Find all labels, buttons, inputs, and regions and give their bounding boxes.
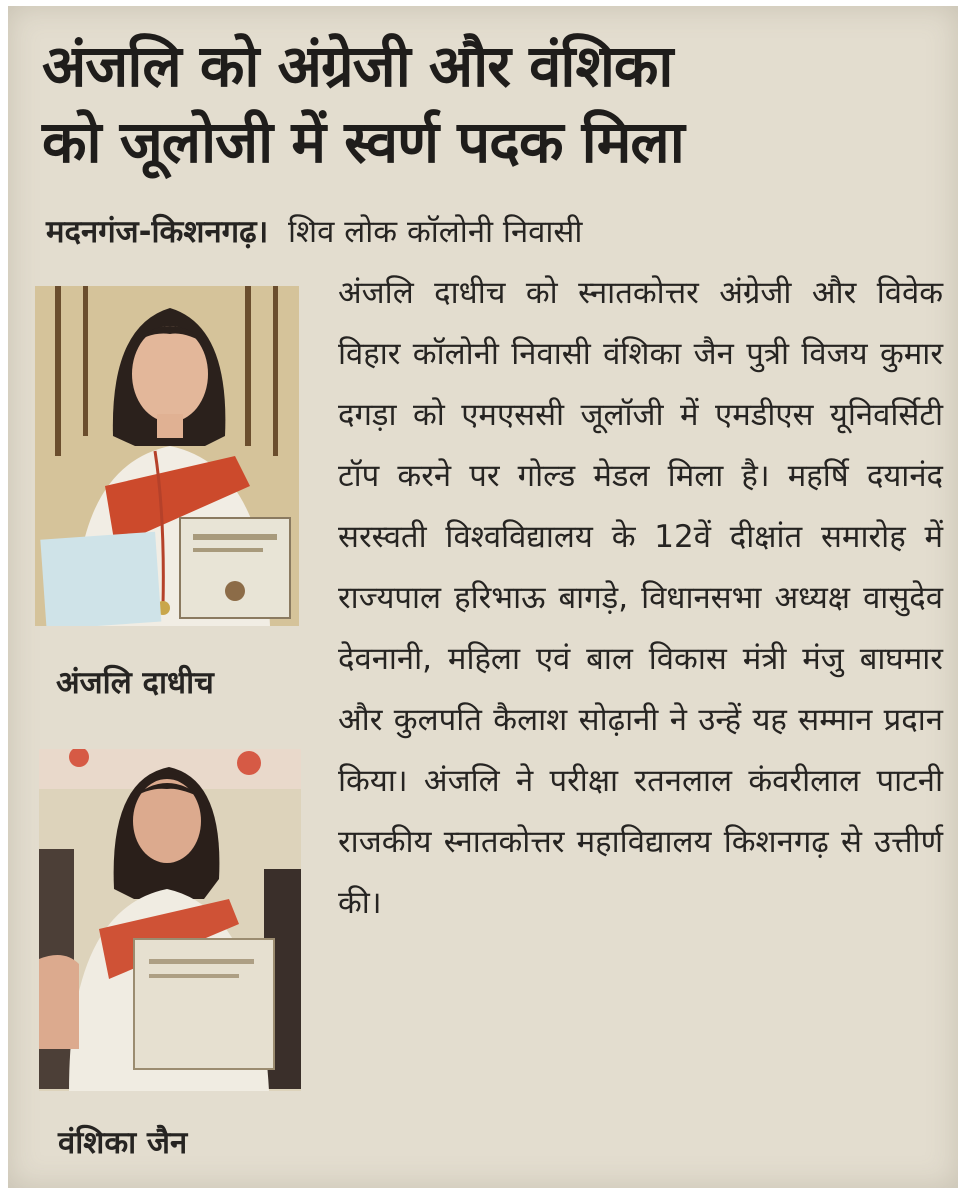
photo-anjali-dadheech (35, 286, 299, 626)
newspaper-clipping (8, 6, 958, 1188)
article-lead: शिव लोक कॉलोनी निवासी (288, 214, 583, 250)
headline-line-2: को जूलोजी में स्वर्ण पदक मिला (42, 108, 684, 176)
photo-caption-2: वंशिका जैन (58, 1125, 188, 1161)
portrait-illustration (39, 749, 301, 1091)
headline (42, 28, 922, 180)
article-body: अंजलि दाधीच को स्नातकोत्तर अंग्रेजी और विवेक विहार कॉलोनी निवासी वंशिका जैन पुत्री विजय कुमार दगड़ा को एमएससी जूलॉजी में एमडीएस यूनिवर्सिटी टॉप करने पर गोल्ड मेडल मिला है। महर्षि दयानंद सरस्वती विश्वविद्यालय के 12वें दीक्षांत समारोह में राज्यपाल हरिभाऊ बागड़े, विधानसभा अध्यक्ष वासुदेव देवनानी, महिला एवं बाल विकास मंत्री मंजु बाघमार और कुलपति कैलाश सोढ़ानी ने उन्हें यह सम्मान प्रदान किया। अंजलि ने परीक्षा रतनलाल कंवरीलाल पाटनी राजकीय स्नातकोत्तर महाविद्यालय किशनगढ़ से उत्तीर्ण की। (338, 275, 943, 921)
photo-vanshika-jain (39, 749, 301, 1091)
dateline: मदनगंज-किशनगढ़। (46, 214, 269, 250)
portrait-illustration (35, 286, 299, 626)
photo-caption-1: अंजलि दाधीच (56, 665, 214, 701)
headline-line-1: अंजलि को अंग्रेजी और वंशिका (42, 32, 673, 100)
article-first-line (46, 202, 941, 263)
